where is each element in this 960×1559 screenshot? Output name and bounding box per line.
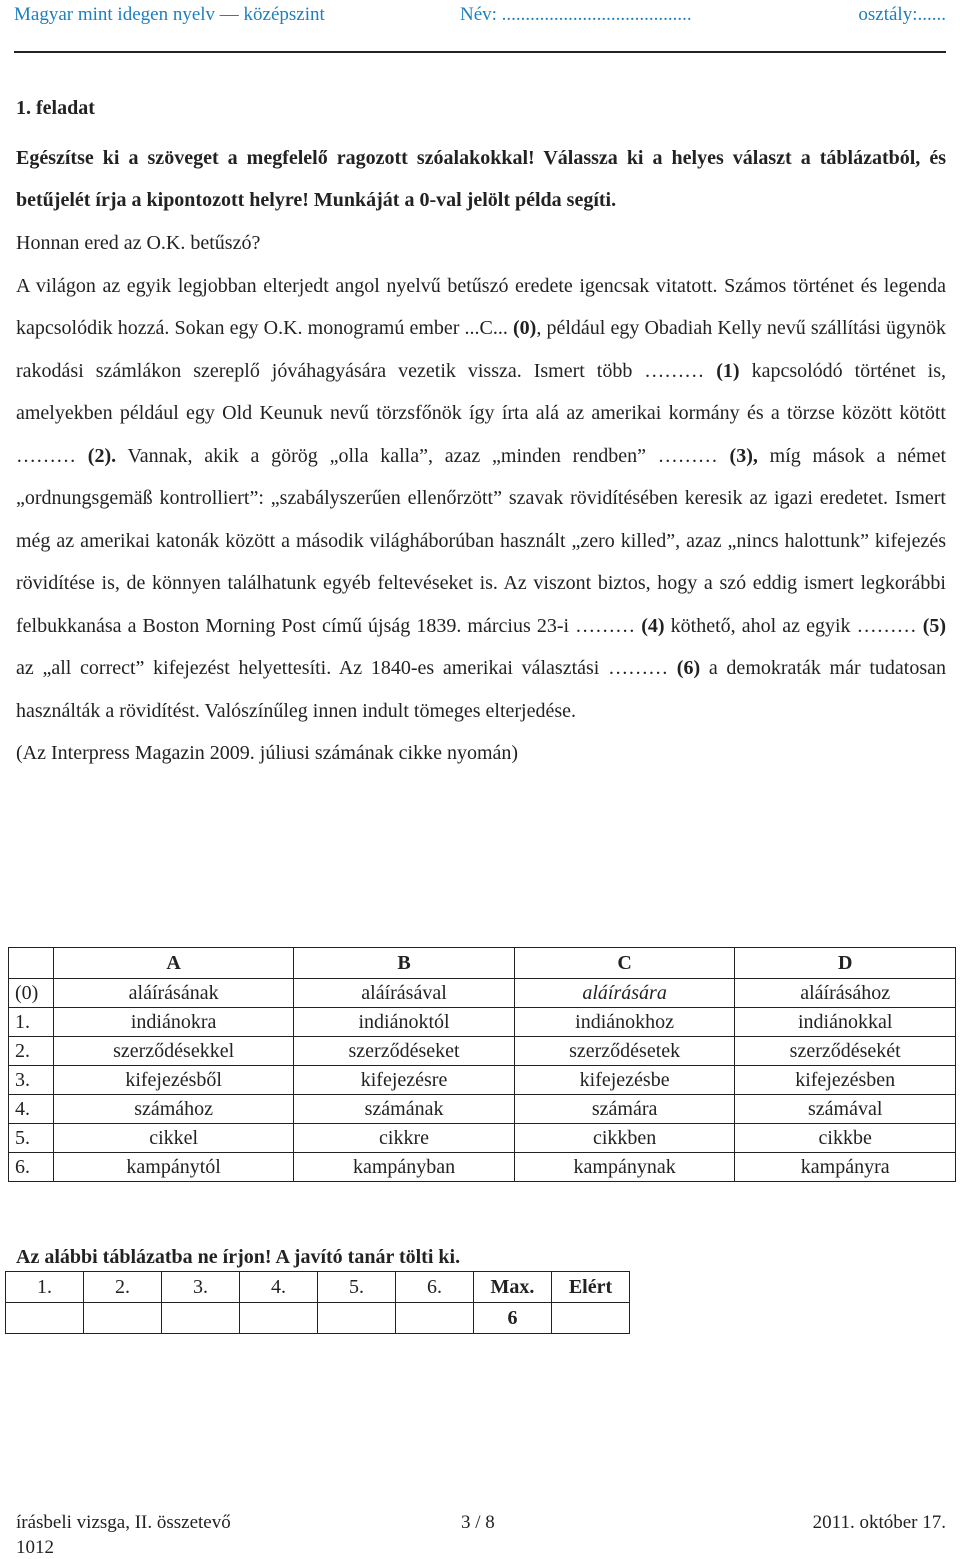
table-row [9,1037,956,1066]
exam-code: 1012 [16,1537,54,1558]
column-header: A [54,948,294,979]
option-cell: kifejezésre [294,1066,515,1095]
option-cell: aláírásához [735,979,956,1008]
option-cell: aláírására [514,979,735,1008]
option-cell: kifejezésben [735,1066,956,1095]
option-cell: cikkel [54,1124,294,1153]
exam-subject: Magyar mint idegen nyelv — középszint [14,4,325,25]
option-cell: szerződésekét [735,1037,956,1066]
class-field: osztály:...... [858,4,946,25]
article-sentence: míg mások a német „ordnungsgemäß kontrolliert”: „szabályszerűen ellenőrzött” szavak rövidítésében keresik az igazi eredetet. Ismert még az amerikai katonák között a második világháborúban használt „zero killed”, azaz „nincs halottunk” kifejezés rövidítése is, de könnyen találhatunk egyéb feltevéseket is. Az viszont biztos, hogy a szó eddig ismert legkorábbi felbukkanása a Boston Morning Post című újság 1839. március 23-i [16,444,947,637]
table-row [9,979,956,1008]
options-header-row [9,948,956,979]
article-sentence: A világon az egyik legjobban elterjedt angol nyelvű betűszó eredete igencsak vitatott. Számos történet és legenda kapcsolódik hozzá. Sokan egy O.K. monogramú ember ...C... [16,274,946,339]
option-cell: indiánoktól [294,1008,515,1037]
score-header: 4. [240,1272,318,1303]
option-cell: számával [735,1095,956,1124]
row-number: 2. [9,1037,54,1066]
option-cell: indiánokkal [735,1008,956,1037]
options-corner-cell [9,948,54,979]
option-cell: kampánytól [54,1153,294,1182]
task-instruction: Egészítse ki a szöveget a megfelelő ragozott szóalakokkal! Válassza ki a helyes választ a táblázatból, és betűjelét írja a kipontozott helyre! Munkáját a 0-val jelölt példa segíti. [16,147,946,211]
row-number: 6. [9,1153,54,1182]
article-sentence: , például egy Obadiah Kelly nevű szállítási ügynök rakodási számlákon szereplő jóváhagyására vezetik vissza. Ismert több [16,317,946,382]
article-heading: Honnan ered az O.K. betűszó? [16,232,261,254]
option-cell: indiánokra [54,1008,294,1037]
task-title: 1. feladat [16,97,95,119]
page-number: 3 / 8 [461,1512,495,1533]
row-number: 4. [9,1095,54,1124]
footer-exam-part: írásbeli vizsga, II. összetevő [16,1512,231,1533]
article-sentence: köthető, ahol az egyik [670,614,851,637]
article-source: (Az Interpress Magazin 2009. júliusi számának cikke nyomán) [16,742,519,764]
page-header [14,2,946,32]
option-cell: aláírásának [54,979,294,1008]
score-cell [396,1303,474,1334]
article-sentence: a demokraták már tudatosan használták a rövidítést. Valószínűleg innen indult tömeges elterjedése. [16,657,947,722]
option-cell: cikkben [514,1124,735,1153]
option-cell: számához [54,1095,294,1124]
gap-5-dots: ……… [856,614,917,637]
score-header-row [6,1272,630,1303]
row-number: 5. [9,1124,54,1153]
table-row [9,1066,956,1095]
column-header: B [294,948,515,979]
option-cell: kampánynak [514,1153,735,1182]
score-header: 6. [396,1272,474,1303]
option-cell: számának [294,1095,515,1124]
gap-0-label: (0) [513,317,537,339]
score-table [5,1271,630,1334]
table-row [9,1153,956,1182]
option-cell: szerződéseket [294,1037,515,1066]
option-cell: kifejezésbe [514,1066,735,1095]
score-header: Elért [552,1272,630,1303]
options-table [8,947,956,1182]
gap-5-label: (5) [922,614,947,637]
option-cell: szerződésetek [514,1037,735,1066]
gap-6-label: (6) [676,657,701,679]
gap-1-dots: ……… [644,359,705,382]
article-sentence: kapcsolódó történet is, amelyekben például egy Old Keunuk nevű törzsfőnök így írta alá az amerikai kormány és a törzse között kötött [16,359,947,424]
row-number: 1. [9,1008,54,1037]
score-cell [84,1303,162,1334]
option-cell: kampányra [735,1153,956,1182]
table-row [9,1008,956,1037]
score-cell [240,1303,318,1334]
row-number: (0) [9,979,54,1008]
table-row [9,1095,956,1124]
option-cell: számára [514,1095,735,1124]
score-value-row [6,1303,630,1334]
gap-2-label: (2). [87,444,117,467]
gap-3-dots: ……… [657,444,718,467]
score-header: 2. [84,1272,162,1303]
option-cell: cikkre [294,1124,515,1153]
header-divider [14,51,946,53]
row-number: 3. [9,1066,54,1095]
score-header: 1. [6,1272,84,1303]
score-cell [318,1303,396,1334]
max-score-cell: 6 [474,1303,552,1334]
name-field: Név: ........................................ [460,4,692,25]
option-cell: aláírásával [294,979,515,1008]
article-sentence: az „all correct” kifejezést helyettesíti. Az 1840-es amerikai választási [16,657,600,679]
score-cell [162,1303,240,1334]
achieved-score-cell [552,1303,630,1334]
column-header: D [735,948,956,979]
footer-date: 2011. október 17. [812,1512,946,1533]
gap-3-label: (3), [729,444,758,467]
gap-6-dots: ……… [608,657,669,679]
table-row [9,1124,956,1153]
gap-1-label: (1) [716,359,740,382]
gap-2-dots: ……… [16,444,76,467]
gap-4-dots: ……… [575,614,636,637]
score-header: 5. [318,1272,396,1303]
article-sentence: Vannak, akik a görög „olla kalla”, azaz „minden rendben” [127,444,646,467]
gap-4-label: (4) [641,614,665,637]
option-cell: kifejezésből [54,1066,294,1095]
option-cell: indiánokhoz [514,1008,735,1037]
score-cell [6,1303,84,1334]
score-header: Max. [474,1272,552,1303]
grader-note: Az alábbi táblázatba ne írjon! A javító tanár tölti ki. [16,1246,461,1268]
option-cell: cikkbe [735,1124,956,1153]
article-text [16,222,946,775]
option-cell: kampányban [294,1153,515,1182]
option-cell: szerződésekkel [54,1037,294,1066]
column-header: C [514,948,735,979]
score-header: 3. [162,1272,240,1303]
